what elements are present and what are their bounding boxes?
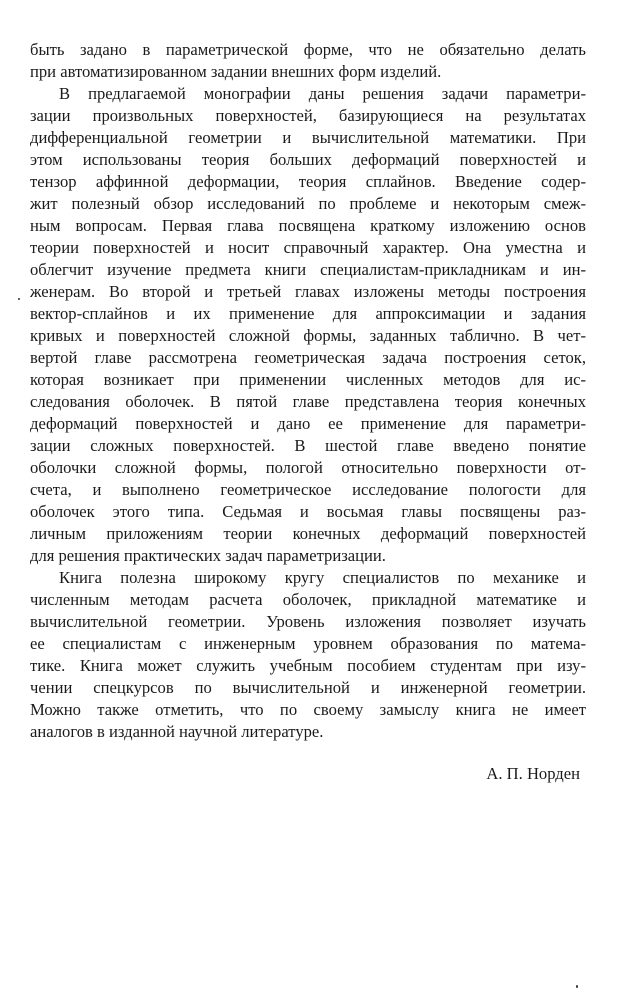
text-line: деформаций поверхностей и дано ее применение для параметри- xyxy=(30,414,586,433)
text-line: женерам. Во второй и третьей главах изложены методы построения xyxy=(30,282,586,301)
text-line: аналогов в изданной научной литературе. xyxy=(30,722,324,741)
text-line: жит полезный обзор исследований по проблеме и некоторым смеж- xyxy=(30,194,586,213)
text-line: зации произвольных поверхностей, базирующиеся на результатах xyxy=(30,106,586,125)
text-line: чении спецкурсов по вычислительной и инженерной геометрии. xyxy=(30,678,586,697)
scan-speck xyxy=(576,985,578,988)
text-line: следования оболочек. В пятой главе представлена теория конечных xyxy=(30,392,586,411)
text-line: Можно также отметить, что по своему замыслу книга не имеет xyxy=(30,700,586,719)
text-line: оболочки сложной формы, пологой относительно поверхности от- xyxy=(30,458,586,477)
text-line: которая возникает при применении численных методов для ис- xyxy=(30,370,586,389)
text-line: дифференциальной геометрии и вычислительной математики. При xyxy=(30,128,586,147)
author-signature: А. П. Норден xyxy=(486,764,580,783)
text-line: этом использованы теория больших деформаций поверхностей и xyxy=(30,150,586,169)
text-line: для решения практических задач параметризации. xyxy=(30,546,386,565)
text-line: вектор-сплайнов и их применение для аппроксимации и задания xyxy=(30,304,586,323)
text-line: кривых и поверхностей сложной формы, заданных таблично. В чет- xyxy=(30,326,586,345)
text-line: счета, и выполнено геометрическое исследование пологости для xyxy=(30,480,586,499)
text-line: вертой главе рассмотрена геометрическая задача построения сеток, xyxy=(30,348,586,367)
text-line: тике. Книга может служить учебным пособием студентам при изу- xyxy=(30,656,586,675)
text-line: быть задано в параметрической форме, что не обязательно делать xyxy=(30,40,586,59)
text-line: Книга полезна широкому кругу специалистов по механике и xyxy=(59,568,586,587)
text-line: ным вопросам. Первая глава посвящена краткому изложению основ xyxy=(30,216,586,235)
text-line: теории поверхностей и носит справочный характер. Она уместна и xyxy=(30,238,586,257)
text-line: В предлагаемой монографии даны решения задачи параметри- xyxy=(59,84,586,103)
text-line: тензор аффинной деформации, теория сплайнов. Введение содер- xyxy=(30,172,586,191)
text-line: оболочек этого типа. Седьмая и восьмая главы посвящены раз- xyxy=(30,502,586,521)
text-line: вычислительной геометрии. Уровень изложения позволяет изучать xyxy=(30,612,586,631)
text-line: зации сложных поверхностей. В шестой главе введено понятие xyxy=(30,436,586,455)
text-line: численным методам расчета оболочек, прикладной математике и xyxy=(30,590,586,609)
text-line: при автоматизированном задании внешних форм изделий. xyxy=(30,62,442,81)
scan-speck xyxy=(18,298,20,300)
text-line: ее специалистам с инженерным уровнем образования по матема- xyxy=(30,634,586,653)
text-line: личным приложениям теории конечных деформаций поверхностей xyxy=(30,524,586,543)
text-line: облегчит изучение предмета книги специалистам-прикладникам и ин- xyxy=(30,260,586,279)
